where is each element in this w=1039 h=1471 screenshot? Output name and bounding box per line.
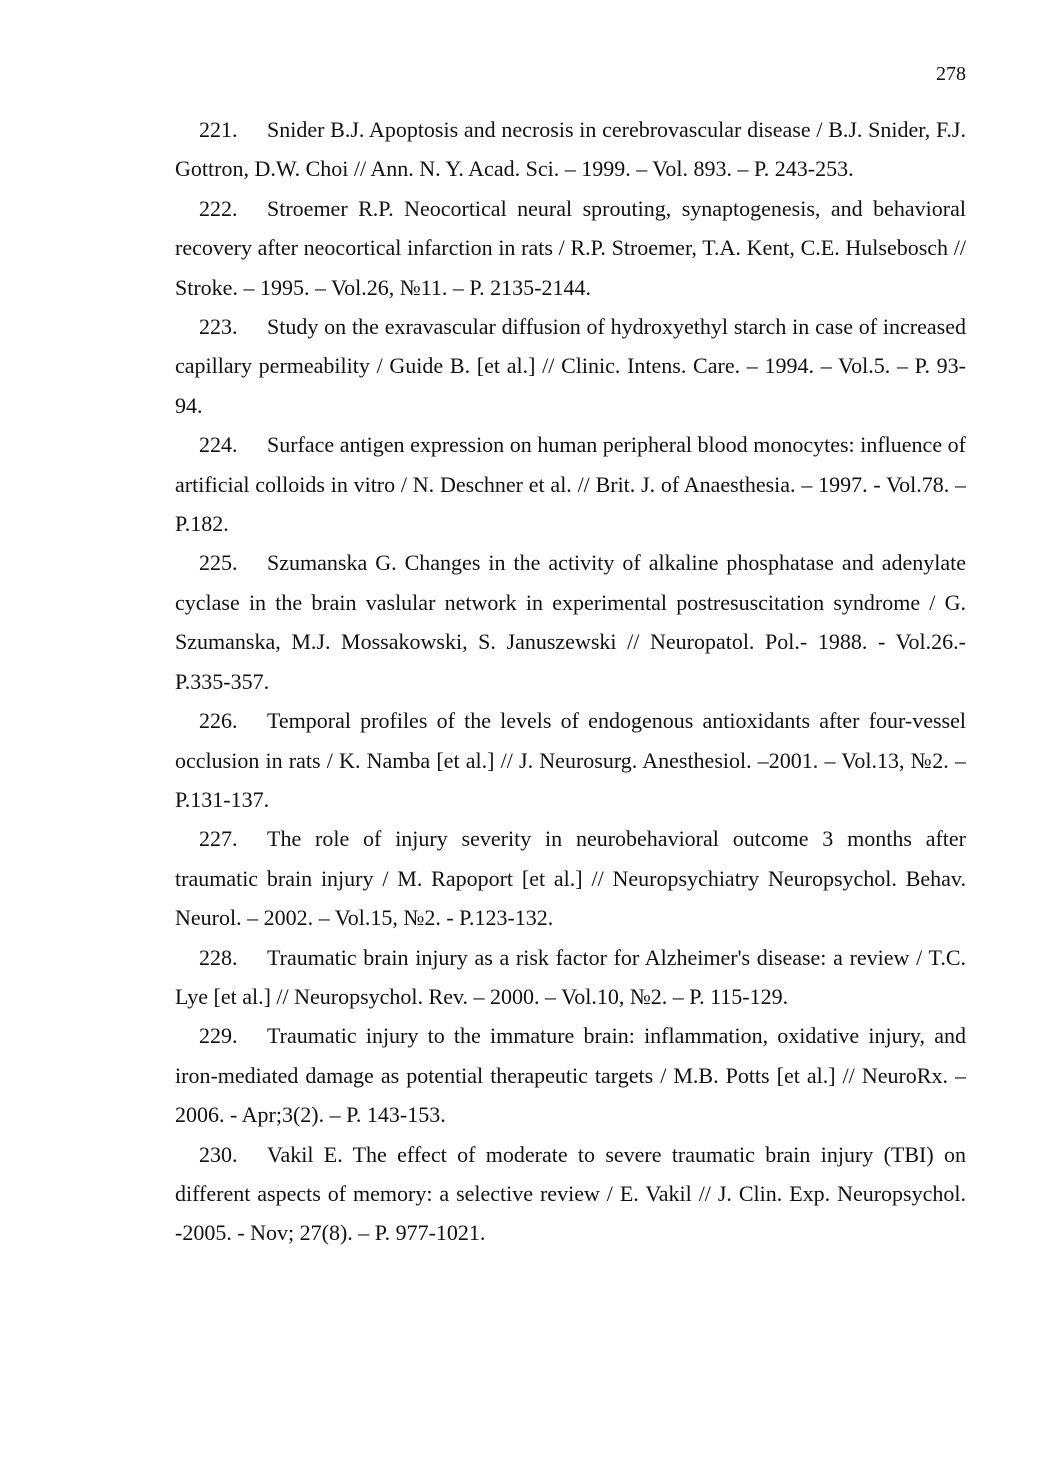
reference-item xyxy=(175,1135,966,1253)
reference-number: 226. xyxy=(199,708,238,734)
reference-number: 227. xyxy=(199,826,238,852)
reference-item xyxy=(175,189,966,307)
reference-item xyxy=(175,307,966,425)
reference-number: 230. xyxy=(199,1141,238,1167)
reference-number: 222. xyxy=(199,195,238,221)
reference-number: 224. xyxy=(199,432,238,458)
reference-item xyxy=(175,938,966,1017)
reference-number: 229. xyxy=(199,1023,238,1049)
page-number: 278 xyxy=(936,63,966,85)
reference-number: 221. xyxy=(199,117,238,142)
reference-number: 223. xyxy=(199,314,238,340)
reference-text: Study on the exravascular diffusion of hydroxyethyl starch in case of increased capillary permeability / Guide B. [et al.] // Clinic. Intens. Care. – 1994. – Vol.5. – P. 93-94. xyxy=(175,314,966,418)
reference-item xyxy=(175,110,966,189)
reference-list xyxy=(175,110,966,1253)
reference-item xyxy=(175,819,966,937)
reference-text: Traumatic injury to the immature brain: inflammation, oxidative injury, and iron-mediated damage as potential therapeutic targets / M.B. Potts [et al.] // NeuroRx. – 2006. - Apr;3(2). – P. 143-153. xyxy=(175,1023,966,1128)
reference-text: Vakil E. The effect of moderate to severe traumatic brain injury (TBI) on different aspects of memory: a selective review / E. Vakil // J. Clin. Exp. Neuropsychol. -2005. - Nov; 27(8). – P. 977-1021. xyxy=(175,1141,966,1246)
reference-text: The role of injury severity in neurobehavioral outcome 3 months after traumatic brain injury / M. Rapoport [et al.] // Neuropsychiatry Neuropsychol. Behav. Neurol. – 2002. – Vol.15, №2. - P.123-132. xyxy=(175,826,966,931)
reference-text: Traumatic brain injury as a risk factor for Alzheimer's disease: a review / T.C. Lye [et al.] // Neuropsychol. Rev. – 2000. – Vol.10, №2. – P. 115-129. xyxy=(175,944,966,1009)
reference-text: Temporal profiles of the levels of endogenous antioxidants after four-vessel occlusion in rats / K. Namba [et al.] // J. Neurosurg. Anesthesiol. –2001. – Vol.13, №2. – P.131-137. xyxy=(175,708,966,812)
reference-item xyxy=(175,425,966,543)
reference-number: 225. xyxy=(199,550,238,576)
reference-text: Szumanska G. Changes in the activity of alkaline phosphatase and adenylate cyclase in the brain vaslular network in experimental postresuscitation syndrome / G. Szumanska, M.J. Mossakowski, S. Januszewski // Neuropatol. Pol.- 1988. - Vol.26.- P.335-357. xyxy=(175,550,966,694)
reference-text: Stroemer R.P. Neocortical neural sprouting, synaptogenesis, and behavioral recovery after neocortical infarction in rats / R.P. Stroemer, T.A. Kent, C.E. Hulsebosch // Stroke. – 1995. – Vol.26, №11. – P. 2135-2144. xyxy=(175,195,966,300)
reference-text: Surface antigen expression on human peripheral blood monocytes: influence of artificial colloids in vitro / N. Deschner et al. // Brit. J. of Anaesthesia. – 1997. - Vol.78. – P.182. xyxy=(175,432,966,537)
reference-item xyxy=(175,701,966,819)
reference-item xyxy=(175,1016,966,1134)
reference-number: 228. xyxy=(199,944,238,970)
reference-item xyxy=(175,543,966,701)
reference-text: Snider B.J. Apoptosis and necrosis in cerebrovascular disease / B.J. Snider, F.J. Gottron, D.W. Choi // Ann. N. Y. Acad. Sci. – 1999. – Vol. 893. – P. 243-253. xyxy=(175,117,966,182)
